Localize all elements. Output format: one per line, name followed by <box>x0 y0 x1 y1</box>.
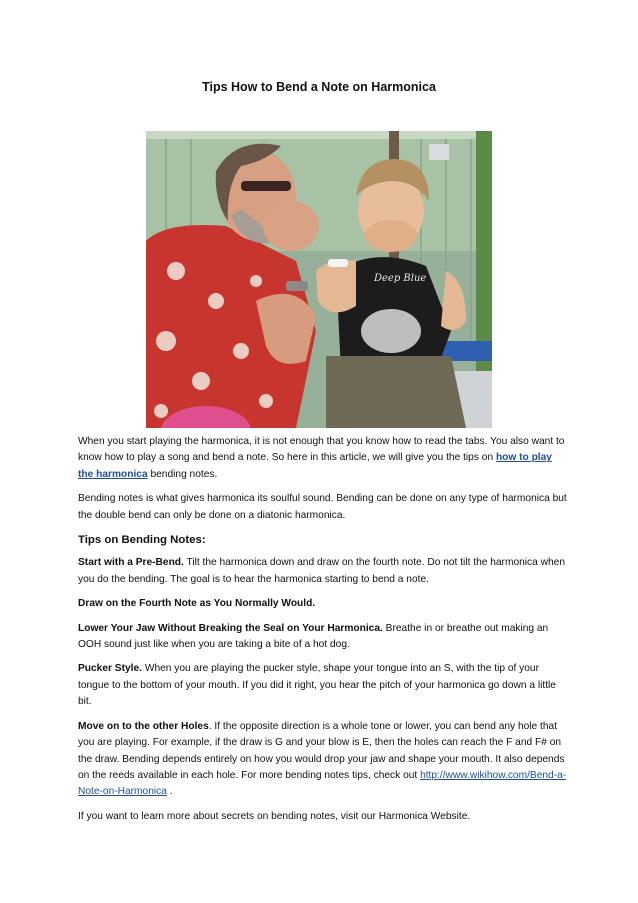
tip-text-end: . <box>166 786 173 798</box>
tip-text: Breathe in or breathe out making an OOH sound just like when you are taking a bite of a hot dog. <box>78 622 549 651</box>
wikihow-link[interactable]: http://www.wikihow.com/Bend-a-Note-on-Harmonica <box>78 769 567 798</box>
tips-heading: Tips on Bending Notes: <box>78 534 206 547</box>
article-body <box>78 434 568 833</box>
tip-title: Start with a Pre-Bend. <box>78 557 184 569</box>
tip-draw-fourth <box>78 596 568 612</box>
tip-title: Pucker Style. <box>78 663 142 675</box>
intro-text: When you start playing the harmonica, it is not enough that you know how to read the tabs. You also want to know how to play a song and bend a note. So here in this article, we will give you the tips on <box>78 436 565 464</box>
tip-text: Tilt the harmonica down and draw on the fourth note. Do not tilt the harmonica when you do the bending. The goal is to hear the harmonica starting to bend a note. <box>78 557 565 585</box>
tip-lower-jaw <box>78 621 568 654</box>
intro-text-end: bending notes. <box>147 468 218 480</box>
tip-pucker-style <box>78 661 568 710</box>
tip-title: Lower Your Jaw Without Breaking the Seal on Your Harmonica. <box>78 622 383 634</box>
tip-text: When you are playing the pucker style, shape your tongue into an S, with the tip of your tongue to the bottom of your mouth. If you did it right, you hear the pitch of your harmonica go down a little bit. <box>78 663 556 708</box>
tip-pre-bend <box>78 555 568 588</box>
page-title: Tips How to Bend a Note on Harmonica <box>202 80 436 94</box>
tip-other-holes <box>78 719 568 801</box>
tip-text: . If the opposite direction is a whole tone or lower, you can bend any hole that you are playing. For example, if the draw is G and your blow is E, then the holes can reach the F and F# on the draw. Bending depends entirely on how you would drop your jaw and shape your mouth. It also depends on the reeds available in each hole. For more bending notes tips, check out <box>78 720 565 781</box>
svg-text:Deep Blue: Deep Blue <box>374 273 427 284</box>
bending-paragraph: Bending notes is what gives harmonica its soulful sound. Bending can be done on any type of harmonica but the double bend can only be done on a diatonic harmonica. <box>78 493 567 521</box>
tip-title: Draw on the Fourth Note as You Normally Would. <box>78 598 316 610</box>
how-to-play-link[interactable]: how to play the harmonica <box>78 452 552 480</box>
closing-paragraph: If you want to learn more about secrets on bending notes, visit our Harmonica Website. <box>78 810 471 822</box>
intro-paragraph <box>78 434 568 483</box>
tip-title: Move on to the other Holes <box>78 720 209 732</box>
photo-man-and-boy-playing-harmonica <box>146 131 492 428</box>
